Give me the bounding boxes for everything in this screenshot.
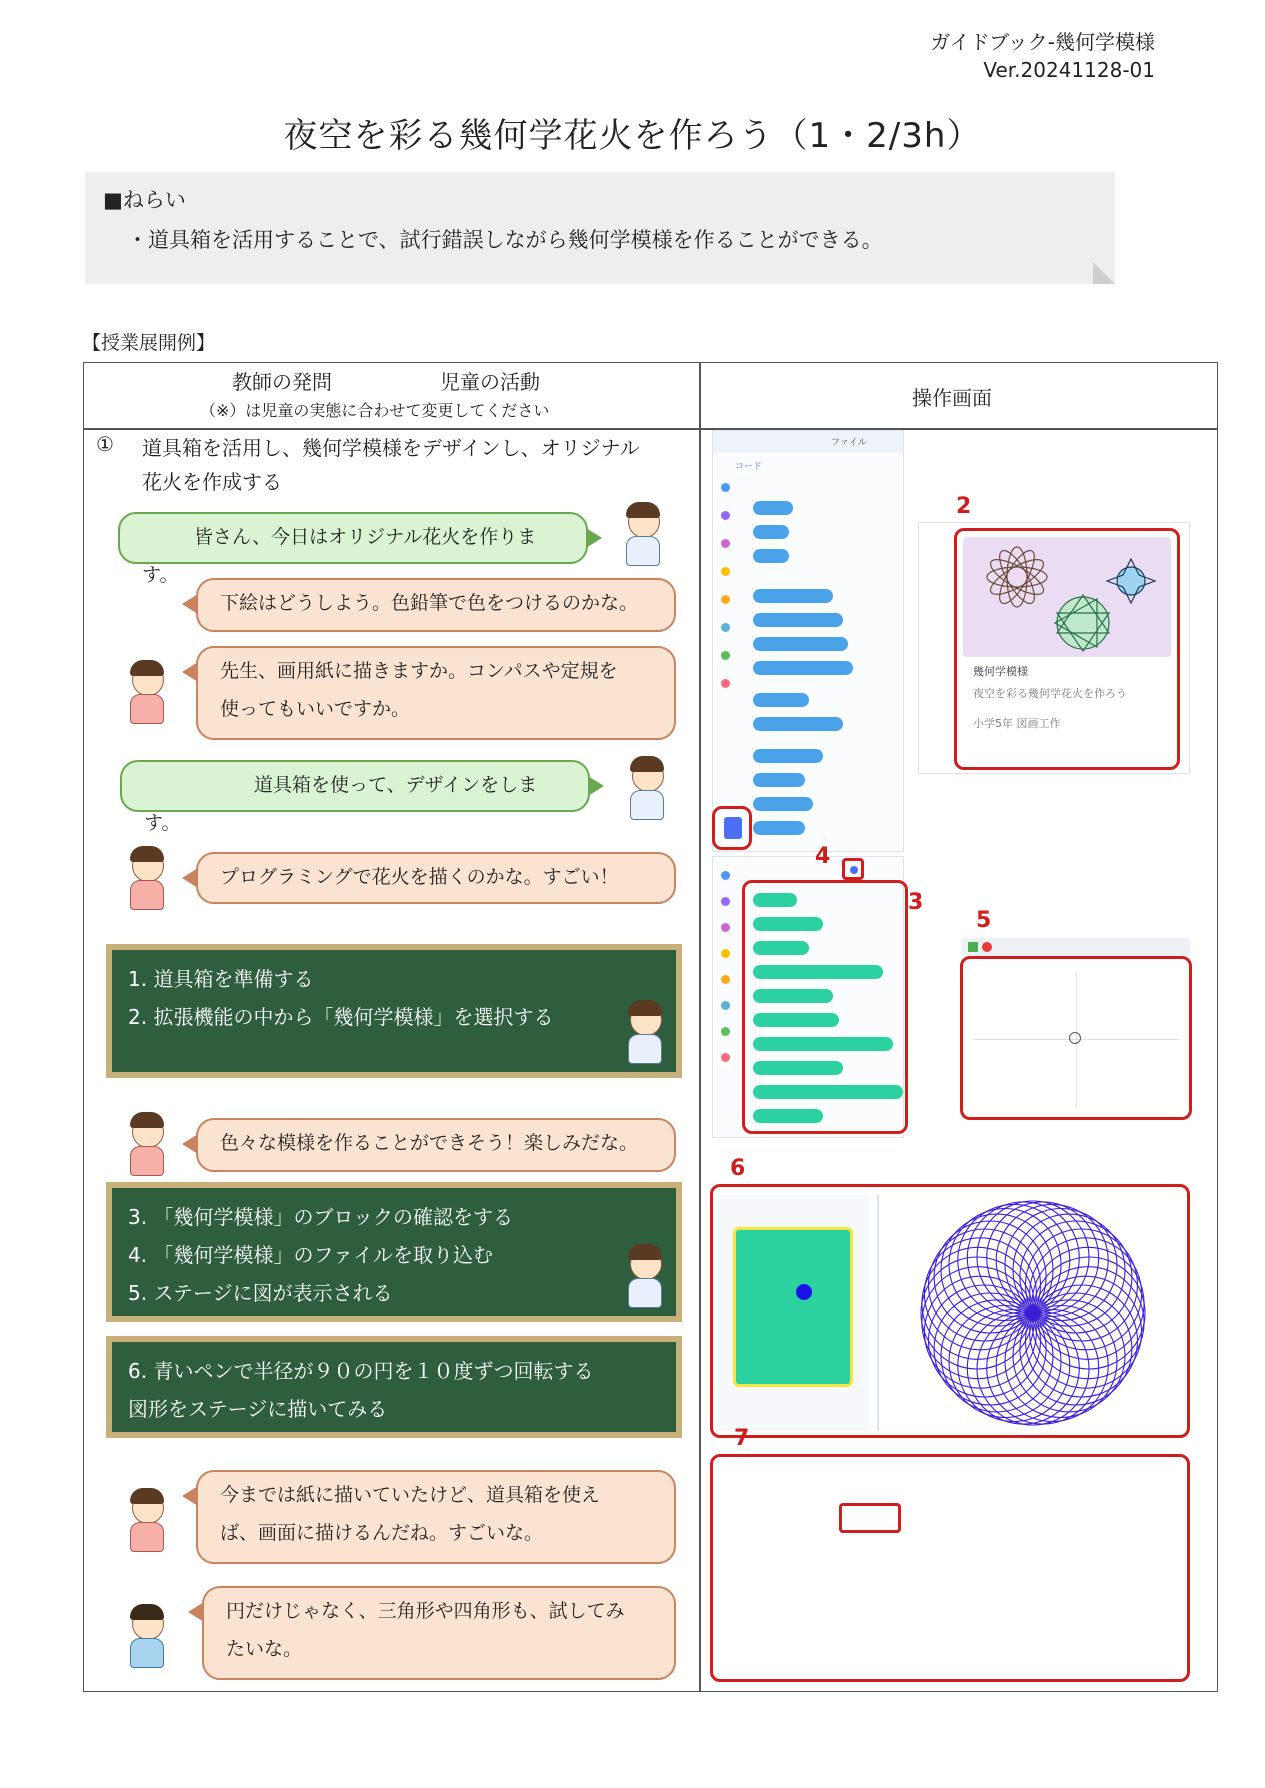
aim-box <box>85 172 1115 284</box>
stage-toolbar <box>962 938 1190 956</box>
student-bubble <box>196 578 676 632</box>
drawing-result-highlight <box>710 1184 1190 1438</box>
board-step: 5. ステージに図が表示される <box>128 1281 393 1305</box>
code-block[interactable] <box>753 637 848 651</box>
callout-2: 2 <box>956 494 972 519</box>
code-block[interactable] <box>753 661 853 675</box>
chalkboard-1 <box>106 944 682 1078</box>
plus-icon <box>850 866 858 874</box>
menu-bar <box>713 431 903 453</box>
category-dot[interactable] <box>721 949 730 958</box>
code-block[interactable] <box>753 965 883 979</box>
script-stack[interactable] <box>733 1227 853 1387</box>
chalkboard-2 <box>106 1182 682 1322</box>
page-title: 夜空を彩る幾何学花火を作ろう（1・2/3h） <box>283 116 982 156</box>
board-step: 図形をステージに描いてみる <box>128 1397 388 1421</box>
extension-icon <box>724 817 742 839</box>
board-step: 1. 道具箱を準備する <box>128 967 314 991</box>
category-dot[interactable] <box>721 1001 730 1010</box>
chalkboard-3 <box>106 1336 682 1438</box>
code-block[interactable] <box>753 501 793 515</box>
code-block[interactable] <box>753 773 805 787</box>
bubble-text: 道具箱を使って、デザインをします。 <box>144 774 538 834</box>
bubble-text: 先生、画用紙に描きますか。コンパスや定規を <box>220 660 618 682</box>
aim-text: ・道具箱を活用することで、試行錯誤しながら幾何学模様を作ることができる。 <box>127 228 883 252</box>
code-block[interactable] <box>753 917 823 931</box>
code-block[interactable] <box>753 893 797 907</box>
fireworks-pattern-icon <box>963 537 1171 657</box>
board-step: 3. 「幾何学模様」のブロックの確認をする <box>128 1205 514 1229</box>
code-block[interactable] <box>753 525 789 539</box>
code-block[interactable] <box>753 1109 823 1123</box>
student-bubble <box>202 1586 676 1680</box>
board-step: 2. 拡張機能の中から「幾何学模様」を選択する <box>128 1005 554 1029</box>
spirograph-drawing <box>883 1191 1183 1435</box>
code-block[interactable] <box>753 941 809 955</box>
extension-card[interactable] <box>954 528 1180 770</box>
menu-file[interactable]: ファイル <box>831 438 867 448</box>
teacher-avatar <box>620 502 666 568</box>
step-line-2: 花火を作成する <box>142 470 282 494</box>
bubble-text: 皆さん、今日はオリジナル花火を作ります。 <box>142 526 537 586</box>
code-block[interactable] <box>753 1013 839 1027</box>
panel-divider <box>877 1195 879 1431</box>
category-dot[interactable] <box>721 871 730 880</box>
code-block[interactable] <box>753 1037 893 1051</box>
code-block[interactable] <box>753 693 809 707</box>
board-step: 4. 「幾何学模様」のファイルを取り込む <box>128 1243 494 1267</box>
callout-3: 3 <box>908 890 924 915</box>
callout-5: 5 <box>976 908 992 933</box>
code-block[interactable] <box>753 989 833 1003</box>
code-block[interactable] <box>753 797 813 811</box>
category-dot[interactable] <box>721 923 730 932</box>
stage-highlight[interactable] <box>960 956 1192 1120</box>
teacher-avatar <box>622 1244 668 1310</box>
category-dot[interactable] <box>721 679 730 688</box>
category-dot[interactable] <box>721 595 730 604</box>
bubble-text: 今までは紙に描いていたけど、道具箱を使え <box>220 1484 601 1506</box>
step-line-1: 道具箱を活用し、幾何学模様をデザインし、オリジナル <box>142 436 640 460</box>
col-student-heading: 児童の活動 <box>440 370 540 394</box>
student-avatar <box>124 660 170 726</box>
code-block[interactable] <box>753 613 843 627</box>
category-dot[interactable] <box>721 539 730 548</box>
card-thumbnail <box>963 537 1171 657</box>
col-screen-heading: 操作画面 <box>912 386 992 410</box>
bubble-text: ば、画面に描けるんだね。すごいな。 <box>220 1522 544 1544</box>
step-marker: ① <box>96 432 114 456</box>
category-dot[interactable] <box>721 651 730 660</box>
callout-7: 7 <box>734 1426 750 1451</box>
bubble-text: 下絵はどうしよう。色鉛筆で色をつけるのかな。 <box>220 592 639 614</box>
student-bubble <box>196 646 676 740</box>
pen-color-swatch[interactable] <box>796 1284 812 1300</box>
step7-highlight <box>710 1454 1190 1682</box>
card-grade: 小学5年 図画工作 <box>973 717 1061 730</box>
code-block[interactable] <box>753 821 805 835</box>
card-description: 夜空を彩る幾何学花火を作ろう <box>973 687 1127 700</box>
student-avatar <box>124 846 170 912</box>
code-block[interactable] <box>753 749 823 763</box>
code-block[interactable] <box>753 589 833 603</box>
crosshair-icon <box>1069 1032 1081 1044</box>
aim-heading: ■ねらい <box>103 188 186 212</box>
bubble-text: 円だけじゃなく、三角形や四角形も、試してみ <box>226 1600 625 1622</box>
inner-highlight[interactable] <box>839 1503 901 1533</box>
col-teacher-heading: 教師の発問 <box>232 370 332 394</box>
category-dot[interactable] <box>721 1027 730 1036</box>
code-block[interactable] <box>753 717 843 731</box>
code-block[interactable] <box>753 1061 843 1075</box>
doc-name: ガイドブック-幾何学模様 <box>930 30 1155 54</box>
category-dot[interactable] <box>721 975 730 984</box>
callout-4: 4 <box>815 844 831 869</box>
teacher-bubble <box>118 512 588 586</box>
board-step: 6. 青いペンで半径が９０の円を１０度ずつ回転する <box>128 1359 594 1383</box>
version-label: Ver.20241128-01 <box>983 58 1155 82</box>
code-block[interactable] <box>753 549 789 563</box>
tab-code[interactable]: コード <box>735 462 763 472</box>
student-avatar <box>124 1604 170 1670</box>
page-fold <box>1093 262 1115 284</box>
plan-label: 【授業展開例】 <box>82 332 216 354</box>
teacher-avatar <box>622 1000 668 1066</box>
category-dot[interactable] <box>721 511 730 520</box>
bubble-text: プログラミングで花火を描くのかな。すごい！ <box>220 866 619 888</box>
category-dot[interactable] <box>721 897 730 906</box>
table-divider-horizontal <box>83 428 1218 430</box>
extension-button-highlight[interactable] <box>712 806 752 850</box>
teacher-avatar <box>624 756 670 822</box>
bubble-text: 色々な模様を作ることができそう！楽しみだな。 <box>220 1132 639 1154</box>
callout-6: 6 <box>730 1156 746 1181</box>
student-avatar <box>124 1112 170 1178</box>
table-divider-vertical <box>699 362 701 1692</box>
student-avatar <box>124 1488 170 1554</box>
add-extension-highlight[interactable] <box>842 858 864 880</box>
teacher-bubble <box>120 760 590 834</box>
category-dot[interactable] <box>721 1053 730 1062</box>
code-block[interactable] <box>753 1085 903 1099</box>
bubble-text: たいな。 <box>226 1638 303 1660</box>
stop-icon[interactable] <box>982 942 992 952</box>
category-dot[interactable] <box>721 567 730 576</box>
editor-screenshot <box>712 430 904 852</box>
student-bubble <box>196 1470 676 1564</box>
card-title: 幾何学模様 <box>973 665 1028 678</box>
student-bubble <box>196 852 676 904</box>
bubble-text: 使ってもいいですか。 <box>220 698 411 720</box>
category-dot[interactable] <box>721 483 730 492</box>
student-bubble <box>196 1118 676 1172</box>
col-note: （※）は児童の実態に合わせて変更してください <box>200 401 550 420</box>
geometry-blocks-highlight[interactable] <box>742 880 908 1134</box>
category-dot[interactable] <box>721 623 730 632</box>
green-flag-icon[interactable] <box>968 942 978 952</box>
